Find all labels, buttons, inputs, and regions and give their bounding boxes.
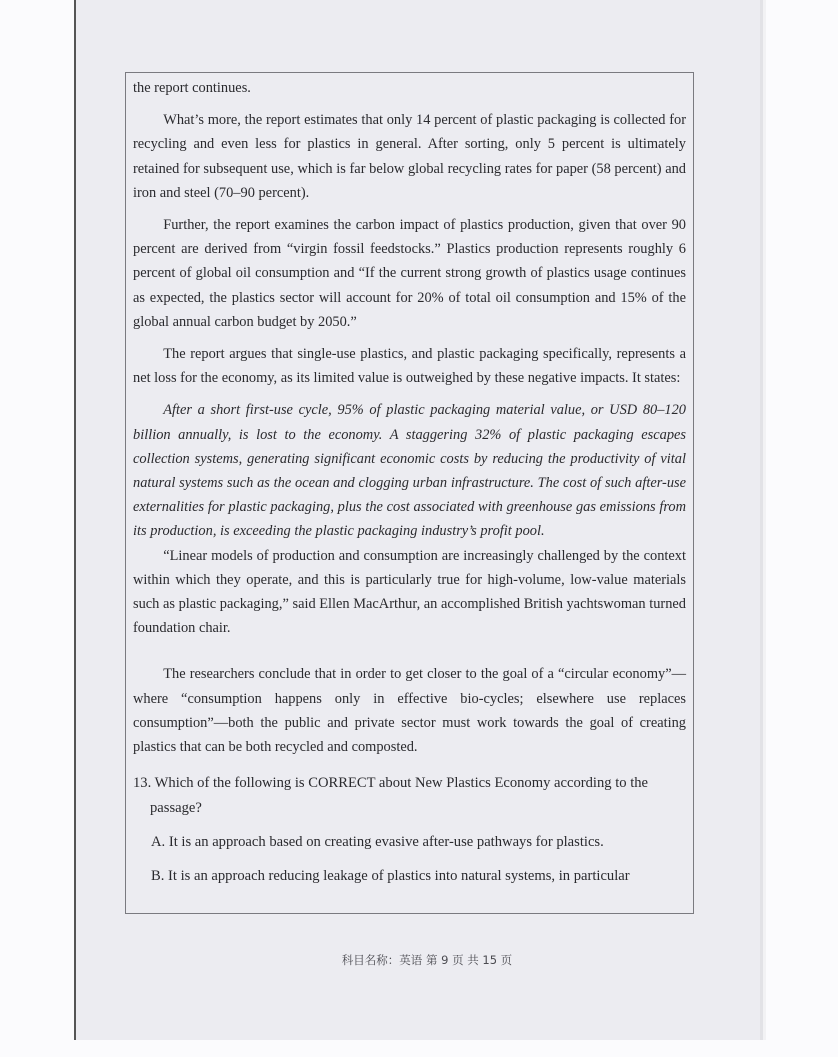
scan-artifact [546,30,580,34]
passage-paragraph: What’s more, the report estimates that only 14 percent of plastic packaging is collected for recycling and even less for plastics in general. After sorting, only 5 percent is ultimately retained for subsequent use, which is far below global recycling rates for paper (58 percent) and iron and steel (70–90 percent). [133,112,686,201]
passage-fragment: the report continues. [133,80,251,96]
passage-paragraph: The researchers conclude that in order to get closer to the goal of a “circular economy”—where “consumption happens only in effective bio-cycles; elsewhere use replaces consumption”—both the public and private sector must work towards the goal of creating plastics that can be both recycled and composted. [133,666,686,756]
passage-paragraph: Further, the report examines the carbon impact of plastics production, given that over 90 percent are derived from “virgin fossil feedstocks.” Plastics production represents roughly 6 percent of global oil consumption and “If the current strong growth of plastics usage continues as expected, the plastics sector will account for 20% of total oil consumption and 15% of the global annual carbon budget by 2050.” [133,217,686,330]
passage-paragraph: The report argues that single-use plastics, and plastic packaging specifically, represents a net loss for the economy, as its limited value is outweighed by these negative impacts. It states: [133,346,686,387]
passage-block-quote: After a short first-use cycle, 95% of plastic packaging material value, or USD 80–120 billion annually, is lost to the economy. A staggering 32% of plastic packaging escapes collection systems, generating significant economic costs by reducing the productivity of vital natural systems such as the ocean and clogging urban infrastructure. The cost of such after-use externalities for plastic packaging, plus the cost associated with greenhouse gas emissions from its production, is exceeding the plastic packaging industry’s profit pool. [133,402,686,540]
page-footer [0,952,838,968]
passage-paragraph: “Linear models of production and consumption are increasingly challenged by the context within which they operate, and this is particularly true for high-volume, low-value materials such as plastic packaging,” said Ellen MacArthur, an accomplished British yachtswoman turned foundation chair. [133,547,686,637]
answer-option-b[interactable]: B. It is an approach reducing leakage of plastics into natural systems, in particular [151,868,630,885]
passage-box [125,72,694,914]
page-number-label: 科目名称：英语 第 9 页 共 15 页 [341,953,513,967]
answer-option-a[interactable]: A. It is an approach based on creating evasive after-use pathways for plastics. [151,834,604,851]
question-stem: 13. Which of the following is CORRECT about New Plastics Economy according to the passage? [133,775,649,816]
